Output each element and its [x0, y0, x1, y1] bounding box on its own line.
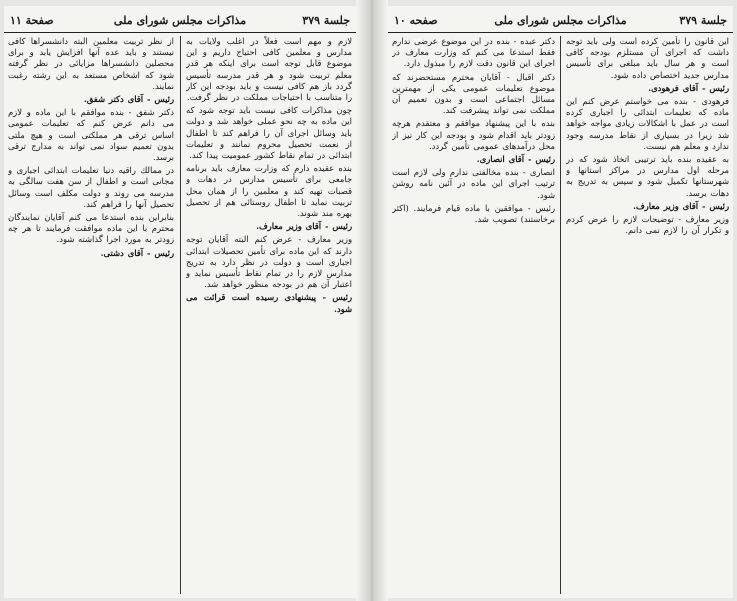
- paragraph: فرهودى - بنده مى خواستم عرض كنم اين ماده كه تعليمات ابتدائى را اجبارى كرده است در عمل با اشكالات زيادى مواجه خواهد شد زيرا در بسيارى از نقاط مدرسه وجود ندارد و معلم هم نيست.: [566, 96, 729, 151]
- speaker-line: رئيس - آقاى وزير معارف.: [256, 221, 352, 232]
- paragraph: رئيس - موافقين با ماده قيام فرمايند. (اكثر برخاستند) تصويب شد.: [392, 202, 555, 225]
- speaker-line: رئيس - آقاى دكتر شفق.: [83, 94, 174, 105]
- left-page-header: [4, 10, 356, 33]
- left-page-column-right: [186, 36, 352, 594]
- left-page-body: [8, 36, 352, 594]
- paragraph: دكتر شفق - بنده موافقم با اين ماده و لازم مى دانم عرض كنم كه تعليمات عمومى اساس ترقى هر مملكتى است و هيچ ملتى بدون تعميم سواد نمى تواند به مدارج ترقى برسد.: [8, 107, 174, 163]
- left-page: [4, 6, 356, 598]
- right-page-body: [392, 36, 729, 594]
- speaker-line: رئيس - آقاى فرهودى.: [648, 82, 729, 93]
- speaker-line: رئيس - آقاى انصارى.: [476, 154, 555, 165]
- paragraph: انصارى - بنده مخالفتى ندارم ولى لازم است ترتيب اجراى اين ماده در آئين نامه روشن شود.: [392, 167, 555, 200]
- paragraph: بنده با اين پيشنهاد موافقم و معتقدم هرچه زودتر بايد اقدام شود و بودجه اين كار نيز از محل درآمدهاى عمومى تأمين گردد.: [392, 118, 555, 151]
- right-page-column-left: [392, 36, 555, 594]
- speaker-line: رئيس - پيشنهادى رسيده است قرائت مى شود.: [186, 292, 352, 314]
- paragraph: وزير معارف - توضيحات لازم را عرض كردم و تكرار آن را لازم نمى دانم.: [566, 214, 729, 236]
- speaker-line: رئيس - آقاى دشتى.: [100, 247, 174, 258]
- paragraph: بنده عقيده دارم كه وزارت معارف بايد برنامه جامعى براى تأسيس مدارس در دهات و قصبات تهيه كند و معلمين را از همان محل تربيت نمايد تا اطفال روستائى هم از تحصيل بهره مند شوند.: [186, 163, 352, 219]
- right-header-title: مذاكرات مجلس شوراى ملى: [494, 14, 627, 27]
- speaker-line: رئيس - آقاى وزير معارف.: [633, 200, 729, 211]
- right-page: [388, 6, 733, 598]
- column-divider: [180, 36, 181, 594]
- paragraph: بنابراين بنده استدعا مى كنم آقايان نمايندگان محترم با اين ماده موافقت فرمايند تا هر چه زودتر به مورد اجرا گذاشته شود.: [8, 212, 174, 245]
- paragraph: لازم و مهم است فعلاً در اغلب ولايات به مدارس و معلمين كافى احتياج داريم و اين موضوع قابل توجه است براى اينكه هر قدر معلم تربيت شود و هر قدر مدرسه تأسيس گردد باز هم كافى نيست و بايد بودجه اين كار را متناسب با احتياجات مملكت در نظر گرفت.: [186, 36, 352, 103]
- paragraph: اين قانون را تأمين كرده است ولى بايد توجه داشت كه اجراى آن مستلزم بودجه كافى است و هر سال بايد مبلغى براى تأسيس مدارس جديد اختصاص داده شود.: [566, 36, 729, 80]
- left-page-column-left: [8, 36, 174, 594]
- left-header-session: جلسة ٣٧٩: [302, 14, 350, 27]
- paragraph: از نظر تربيت معلمين البته دانشسراها كافى نيستند و بايد عده آنها افزايش يابد و براى محصلين دانشسراها مزايائى در نظر گرفته شود كه اشخاص مستعد به اين رشته رغبت نمايند.: [8, 36, 174, 91]
- right-header-page-number: صفحه ١٠: [394, 14, 438, 27]
- left-header-page-number: صفحة ۱۱: [10, 14, 54, 27]
- paragraph: دكتر عبده - بنده در اين موضوع عرضى ندارم فقط استدعا مى كنم كه وزارت معارف در اجراى اين قانون دقت لازم را مبذول دارد.: [392, 36, 555, 69]
- right-page-header: [388, 10, 733, 33]
- left-header-title: مذاكرات مجلس شوراى ملى: [113, 14, 247, 27]
- paragraph: دكتر اقبال - آقايان محترم مستحضرند كه موضوع تعليمات عمومى يكى از مهمترين مسائل اجتماعى است و بدون تعميم آن مملكت نمى تواند پيشرفت كند.: [392, 71, 555, 116]
- paragraph: به عقيده بنده بايد ترتيبى اتخاذ شود كه در مرحله اول مدارس در مراكز استانها و شهرستانها تكميل شود و سپس به تدريج به دهات برسد.: [566, 154, 729, 198]
- right-header-session: جلسة ٣٧٩: [679, 14, 727, 27]
- paragraph: در ممالك راقيه دنيا تعليمات ابتدائى اجبارى و مجانى است و اطفال از سن هفت سالگى به مدرسه مى روند و دولت مكلف است وسائل تحصيل آنها را فراهم كند.: [8, 165, 174, 209]
- column-divider: [560, 36, 561, 594]
- paragraph: چون مذاكرات كافى نيست بايد توجه شود كه اين ماده به چه نحو عملى خواهد شد و دولت بايد وسائل اجراى آن را فراهم كند تا اطفال از نعمت تحصيل محروم نمانند و تعليمات ابتدائى در تمام نقاط كشور عموميت پيدا كند.: [186, 105, 352, 161]
- book-gutter: [356, 0, 388, 601]
- right-page-column-right: [566, 36, 729, 594]
- paragraph: وزير معارف - عرض كنم البته آقايان توجه دارند كه اين ماده براى تأمين تحصيلات ابتدائى اجبارى است و دولت در نظر دارد به تدريج مدارس لازم را در تمام نقاط تأسيس نمايد و اعتبار آن هم در بودجه منظور خواهد شد.: [186, 234, 352, 290]
